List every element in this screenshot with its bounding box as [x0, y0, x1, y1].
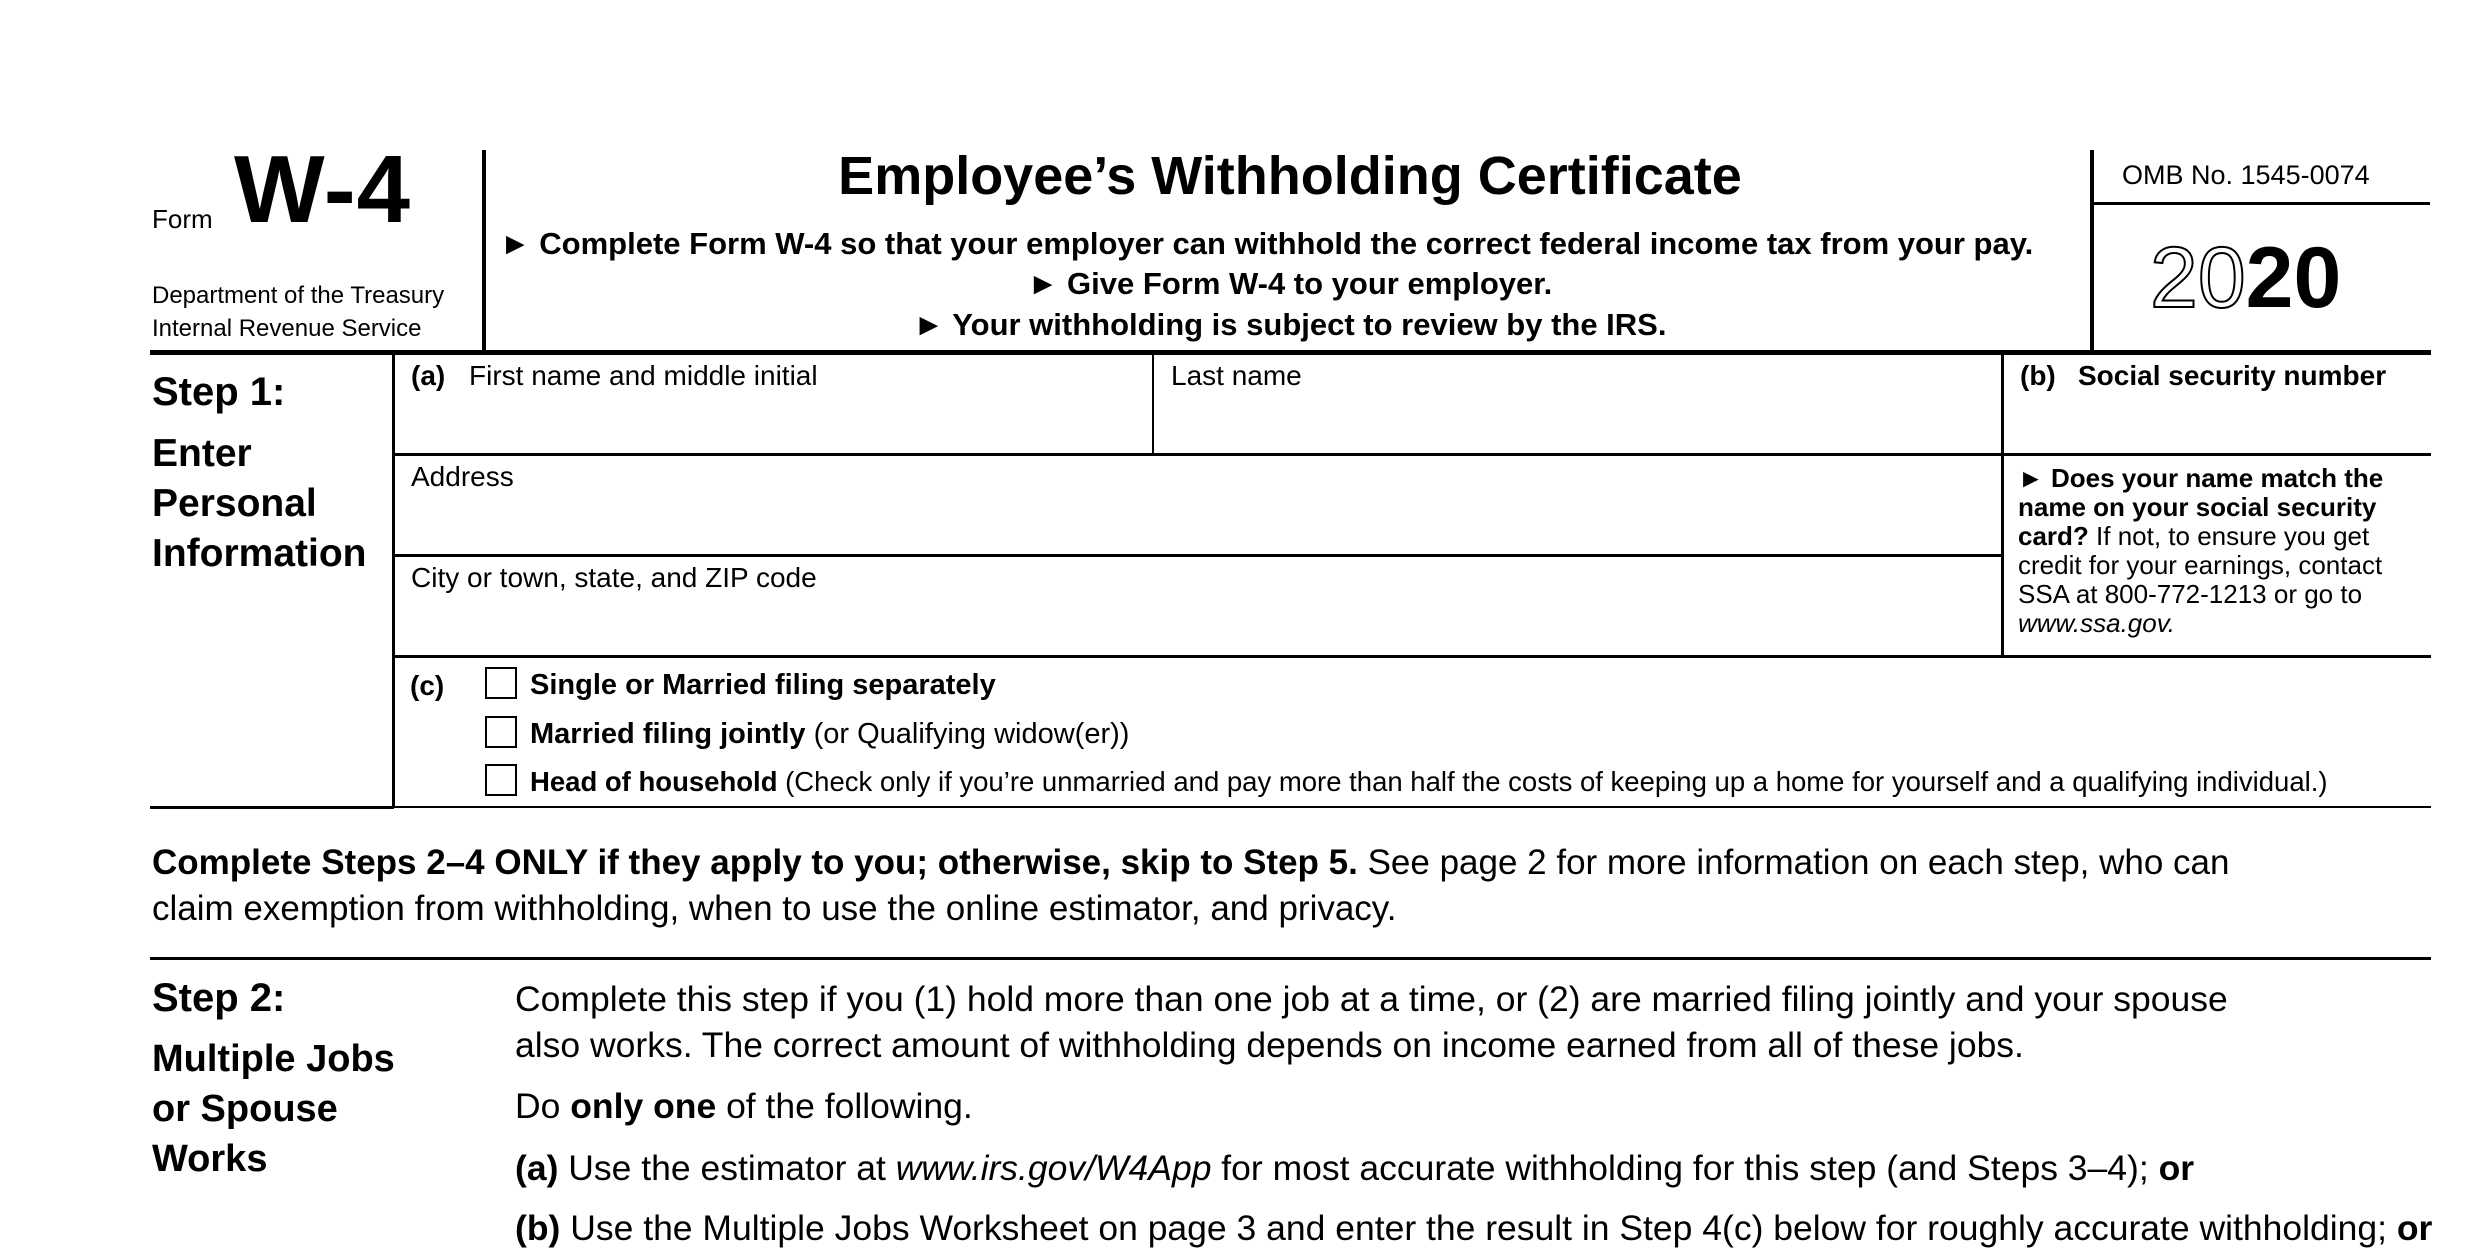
address-label: Address: [411, 461, 514, 492]
ssn-note-line5: SSA at 800-772-1213 or go to: [2018, 579, 2363, 609]
first-name-field[interactable]: [395, 356, 1151, 453]
ssn-label: Social security number: [2078, 360, 2387, 391]
city-state-zip-field[interactable]: [395, 558, 2000, 654]
irs-name: Internal Revenue Service: [152, 315, 422, 342]
first-name-label: First name and middle initial: [469, 360, 818, 391]
do-pre: Do: [515, 1086, 571, 1126]
option-a-post: for most accurate withholding for this step (and Steps 3–4);: [1211, 1148, 2159, 1188]
tax-year: [2150, 228, 2341, 328]
step2-option-b: [515, 1208, 2432, 1249]
last-name-field[interactable]: [1155, 356, 2000, 453]
head-of-household-label: Head of household: [530, 766, 778, 797]
omb-number: OMB No. 1545-0074: [2122, 160, 2370, 190]
option-b-letter: (b): [515, 1208, 561, 1248]
address-field[interactable]: [395, 457, 2000, 553]
step1-subtitle-enter: Enter: [152, 432, 252, 475]
instruction-complete: ► Complete Form W-4 so that your employer can withhold the correct federal income tax from your pay.: [500, 226, 2034, 261]
ssn-field[interactable]: [2004, 356, 2432, 453]
option-a-or: or: [2158, 1148, 2195, 1188]
step2-title: Step 2:: [152, 976, 286, 1020]
option-a-pre: Use the estimator at: [558, 1148, 896, 1188]
step2-para-line1: Complete this step if you (1) hold more than one job at a time, or (2) are married filing jointly and your spouse: [515, 979, 2228, 1019]
option-a-letter: (a): [515, 1148, 559, 1188]
w4app-link[interactable]: www.irs.gov/W4App: [895, 1148, 1212, 1188]
ssn-match-note: [2018, 464, 2428, 638]
field-letter-b: (b): [2020, 360, 2056, 391]
married-jointly-checkbox[interactable]: [485, 716, 517, 748]
dept-treasury: Department of the Treasury: [152, 282, 445, 309]
instruction-give: ► Give Form W-4 to your employer.: [1027, 266, 1553, 301]
step1-title: Step 1:: [152, 370, 286, 414]
head-of-household-checkbox[interactable]: [485, 764, 517, 796]
form-number: W-4: [234, 136, 412, 243]
tax-year-bold: 20: [2245, 230, 2342, 326]
ssn-note-line1: ► Does your name match the: [2018, 463, 2384, 493]
step2-subtitle-spouse: or Spouse: [152, 1088, 338, 1130]
option-b-or: or: [2396, 1208, 2433, 1248]
field-letter-a: (a): [411, 360, 446, 391]
married-jointly-text: [530, 718, 1129, 751]
step2-subtitle-works: Works: [152, 1138, 268, 1180]
option-b-text: Use the Multiple Jobs Worksheet on page 3 and enter the result in Step 4(c) below for roughly accurate withholding;: [560, 1208, 2397, 1248]
notice-bold: Complete Steps 2–4 ONLY if they apply to you; otherwise, skip to Step 5.: [152, 843, 1358, 882]
step2-option-a: [515, 1148, 2194, 1189]
single-checkbox[interactable]: [485, 667, 517, 699]
tax-year-outline: 20: [2150, 230, 2246, 326]
do-only-one: only one: [570, 1086, 717, 1126]
step1-subtitle-personal: Personal: [152, 482, 317, 525]
steps-notice: [152, 840, 2432, 932]
form-prefix: Form: [152, 204, 213, 234]
head-of-household-text: [530, 766, 2328, 798]
notice-rest: See page 2 for more information on each step, who can: [1357, 843, 2230, 882]
step1-subtitle-information: Information: [152, 532, 367, 575]
last-name-label: Last name: [1171, 360, 1302, 391]
step2-subtitle-multiple-jobs: Multiple Jobs: [152, 1038, 395, 1080]
step2-description: [515, 976, 2228, 1068]
ssn-note-line4: credit for your earnings, contact: [2018, 550, 2383, 580]
step2-para-line2: also works. The correct amount of withholding depends on income earned from all of these jobs.: [515, 1025, 2024, 1065]
ssn-note-line2: name on your social security: [2018, 492, 2377, 522]
head-of-household-note: (Check only if you’re unmarried and pay more than half the costs of keeping up a home for yourself and a qualifying individual.): [777, 766, 2328, 797]
city-state-zip-label: City or town, state, and ZIP code: [411, 562, 817, 593]
notice-line2: claim exemption from withholding, when to use the online estimator, and privacy.: [152, 889, 1397, 928]
do-post: of the following.: [716, 1086, 973, 1126]
field-letter-c: (c): [410, 670, 445, 701]
single-label: Single or Married filing separately: [530, 669, 996, 701]
ssn-note-card: card?: [2018, 521, 2089, 551]
married-jointly-label: Married filing jointly: [530, 718, 806, 750]
step2-do-only-one: [515, 1086, 973, 1127]
ssa-website-link[interactable]: www.ssa.gov.: [2018, 608, 2176, 638]
instruction-review: ► Your withholding is subject to review by the IRS.: [913, 307, 1667, 342]
ssn-note-ifnot: If not, to ensure you get: [2088, 521, 2370, 551]
form-title: Employee’s Withholding Certificate: [838, 146, 1742, 206]
married-jointly-note: (or Qualifying widow(er)): [805, 718, 1130, 750]
